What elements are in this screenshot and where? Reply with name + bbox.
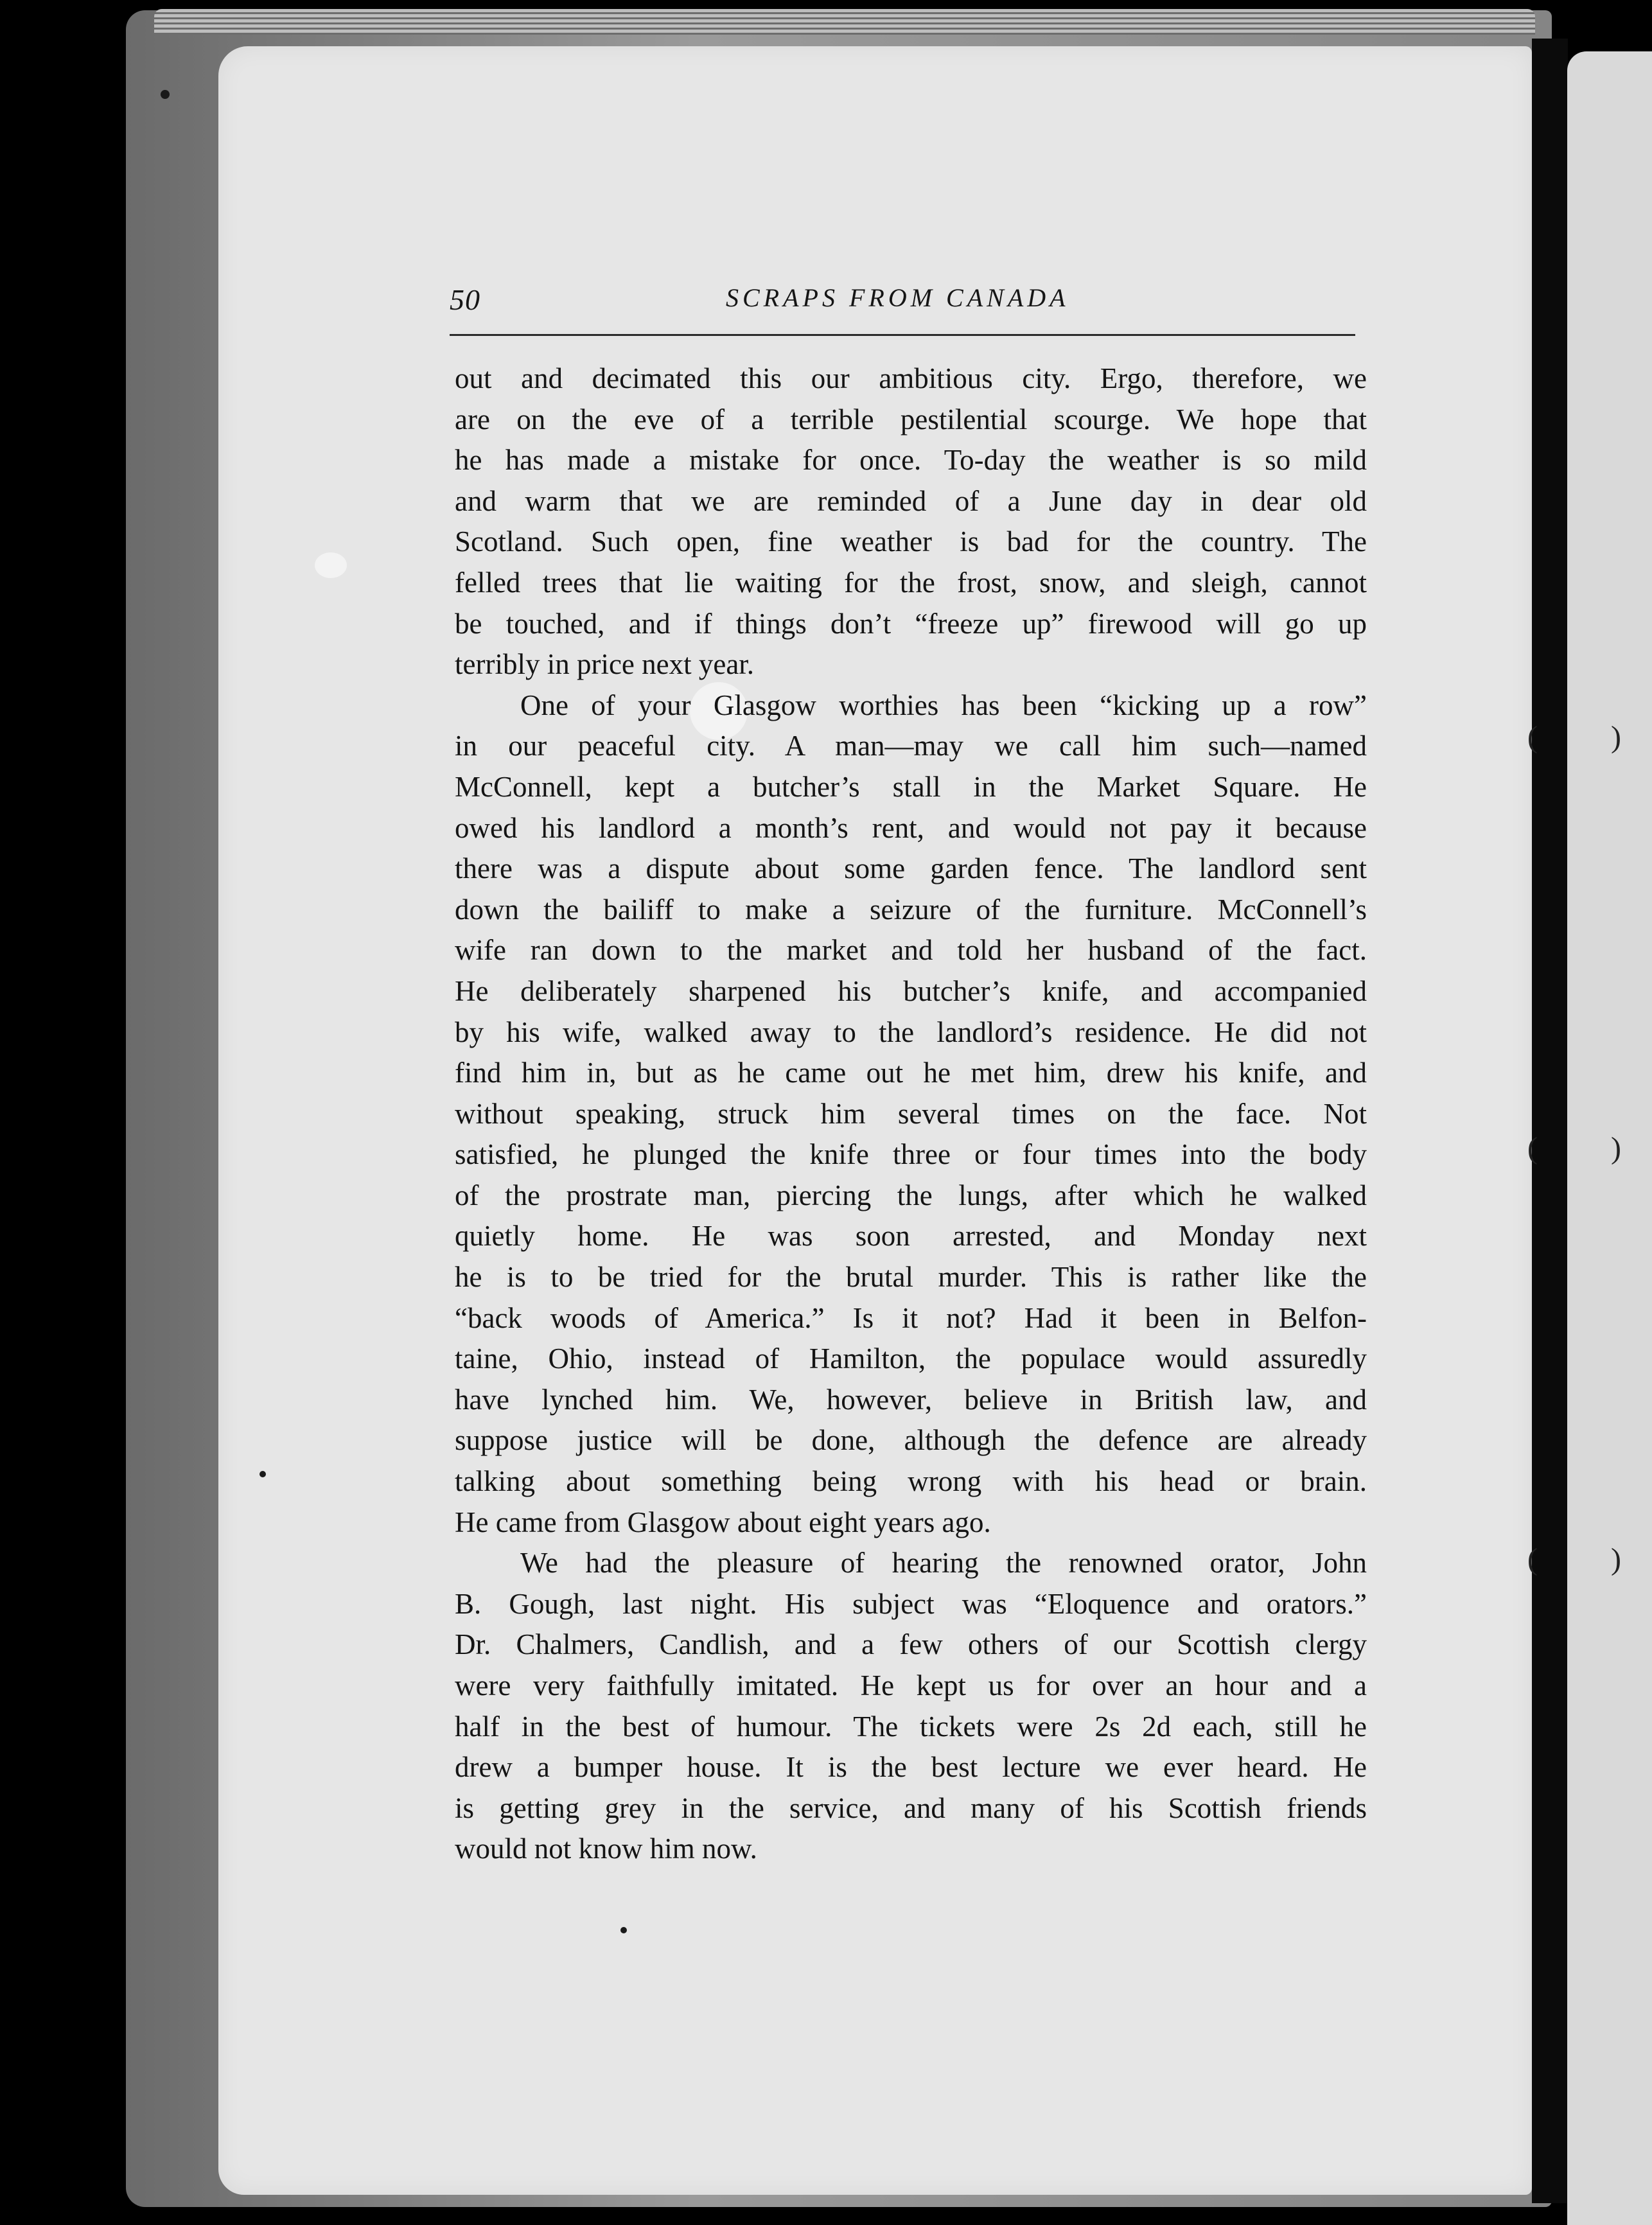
- text-line: is getting grey in the service, and many of his Scottish friends: [455, 1791, 1367, 1824]
- text-line: have lynched him. We, however, believe in British law, and: [455, 1383, 1367, 1416]
- paragraph: [455, 358, 1367, 685]
- text-line: he has made a mistake for once. To-day the weather is so mild: [455, 444, 1367, 477]
- dust-speck: [620, 1927, 627, 1933]
- text-line: drew a bumper house. It is the best lecture we ever heard. He: [455, 1751, 1367, 1784]
- facing-page-mark: (: [1527, 1131, 1538, 1165]
- paragraph: [455, 685, 1367, 1543]
- header-rule: [450, 334, 1355, 336]
- running-title: SCRAPS FROM CANADA: [726, 283, 1069, 312]
- page-smudge: [315, 552, 347, 578]
- text-line: were very faithfully imitated. He kept us for over an hour and a: [455, 1669, 1367, 1702]
- text-line: Dr. Chalmers, Candlish, and a few others of our Scottish clergy: [455, 1628, 1367, 1661]
- text-line: wife ran down to the market and told her husband of the fact.: [455, 934, 1367, 967]
- text-line: felled trees that lie waiting for the frost, snow, and sleigh, cannot: [455, 566, 1367, 599]
- text-line: taine, Ohio, instead of Hamilton, the populace would assuredly: [455, 1342, 1367, 1375]
- text-line: there was a dispute about some garden fence. The landlord sent: [455, 852, 1367, 885]
- facing-page-mark: ): [1611, 1542, 1621, 1576]
- text-line: owed his landlord a month’s rent, and would not pay it because: [455, 811, 1367, 844]
- body-text: [455, 358, 1367, 1870]
- dust-speck: [259, 1471, 266, 1477]
- text-line: would not know him now.: [455, 1833, 757, 1865]
- text-line: be touched, and if things don’t “freeze up” firewood will go up: [455, 607, 1367, 640]
- text-line: he is to be tried for the brutal murder. This is rather like the: [455, 1261, 1367, 1294]
- text-line: out and decimated this our ambitious city. Ergo, therefore, we: [455, 362, 1367, 394]
- facing-page-mark: (: [1527, 1542, 1538, 1576]
- text-line: of the prostrate man, piercing the lungs, after which he walked: [455, 1179, 1367, 1211]
- text-line: down the bailiff to make a seizure of the furniture. McConnell’s: [455, 893, 1367, 926]
- text-line: half in the best of humour. The tickets were 2s 2d each, still he: [455, 1710, 1367, 1743]
- text-line: terribly in price next year.: [455, 648, 755, 681]
- text-line: Scotland. Such open, fine weather is bad for the country. The: [455, 525, 1367, 558]
- text-line: B. Gough, last night. His subject was “Eloquence and orators.”: [455, 1587, 1367, 1620]
- facing-page-sliver: [1567, 51, 1652, 2225]
- text-line: find him in, but as he came out he met him, drew his knife, and: [455, 1057, 1367, 1089]
- text-line: without speaking, struck him several times on the face. Not: [455, 1097, 1367, 1130]
- facing-page-mark: ): [1611, 720, 1621, 754]
- text-line: in our peaceful city. A man—may we call him such—named: [455, 730, 1367, 762]
- text-line: “back woods of America.” Is it not? Had it been in Belfon-: [455, 1301, 1367, 1334]
- text-line: He came from Glasgow about eight years ago.: [455, 1506, 991, 1538]
- text-line: McConnell, kept a butcher’s stall in the Market Square. He: [455, 770, 1367, 803]
- text-line: by his wife, walked away to the landlord’s residence. He did not: [455, 1016, 1367, 1048]
- text-line: suppose justice will be done, although the defence are already: [455, 1424, 1367, 1457]
- text-line: One of your Glasgow worthies has been “kicking up a row”: [520, 689, 1367, 721]
- paragraph: [455, 1543, 1367, 1870]
- book-top-edge: [154, 9, 1535, 35]
- text-line: He deliberately sharpened his butcher’s knife, and accompanied: [455, 974, 1367, 1007]
- facing-page-mark: (: [1527, 720, 1538, 754]
- text-line: and warm that we are reminded of a June day in dear old: [455, 484, 1367, 517]
- text-line: talking about something being wrong with his head or brain.: [455, 1465, 1367, 1498]
- text-line: We had the pleasure of hearing the renowned orator, John: [520, 1547, 1367, 1579]
- text-line: are on the eve of a terrible pestilential scourge. We hope that: [455, 403, 1367, 435]
- text-line: satisfied, he plunged the knife three or four times into the body: [455, 1138, 1367, 1171]
- page-number: 50: [450, 283, 480, 316]
- facing-page-mark: ): [1611, 1131, 1621, 1165]
- dust-speck: [161, 90, 170, 99]
- page-gutter: [1532, 39, 1568, 2203]
- text-line: quietly home. He was soon arrested, and Monday next: [455, 1220, 1367, 1253]
